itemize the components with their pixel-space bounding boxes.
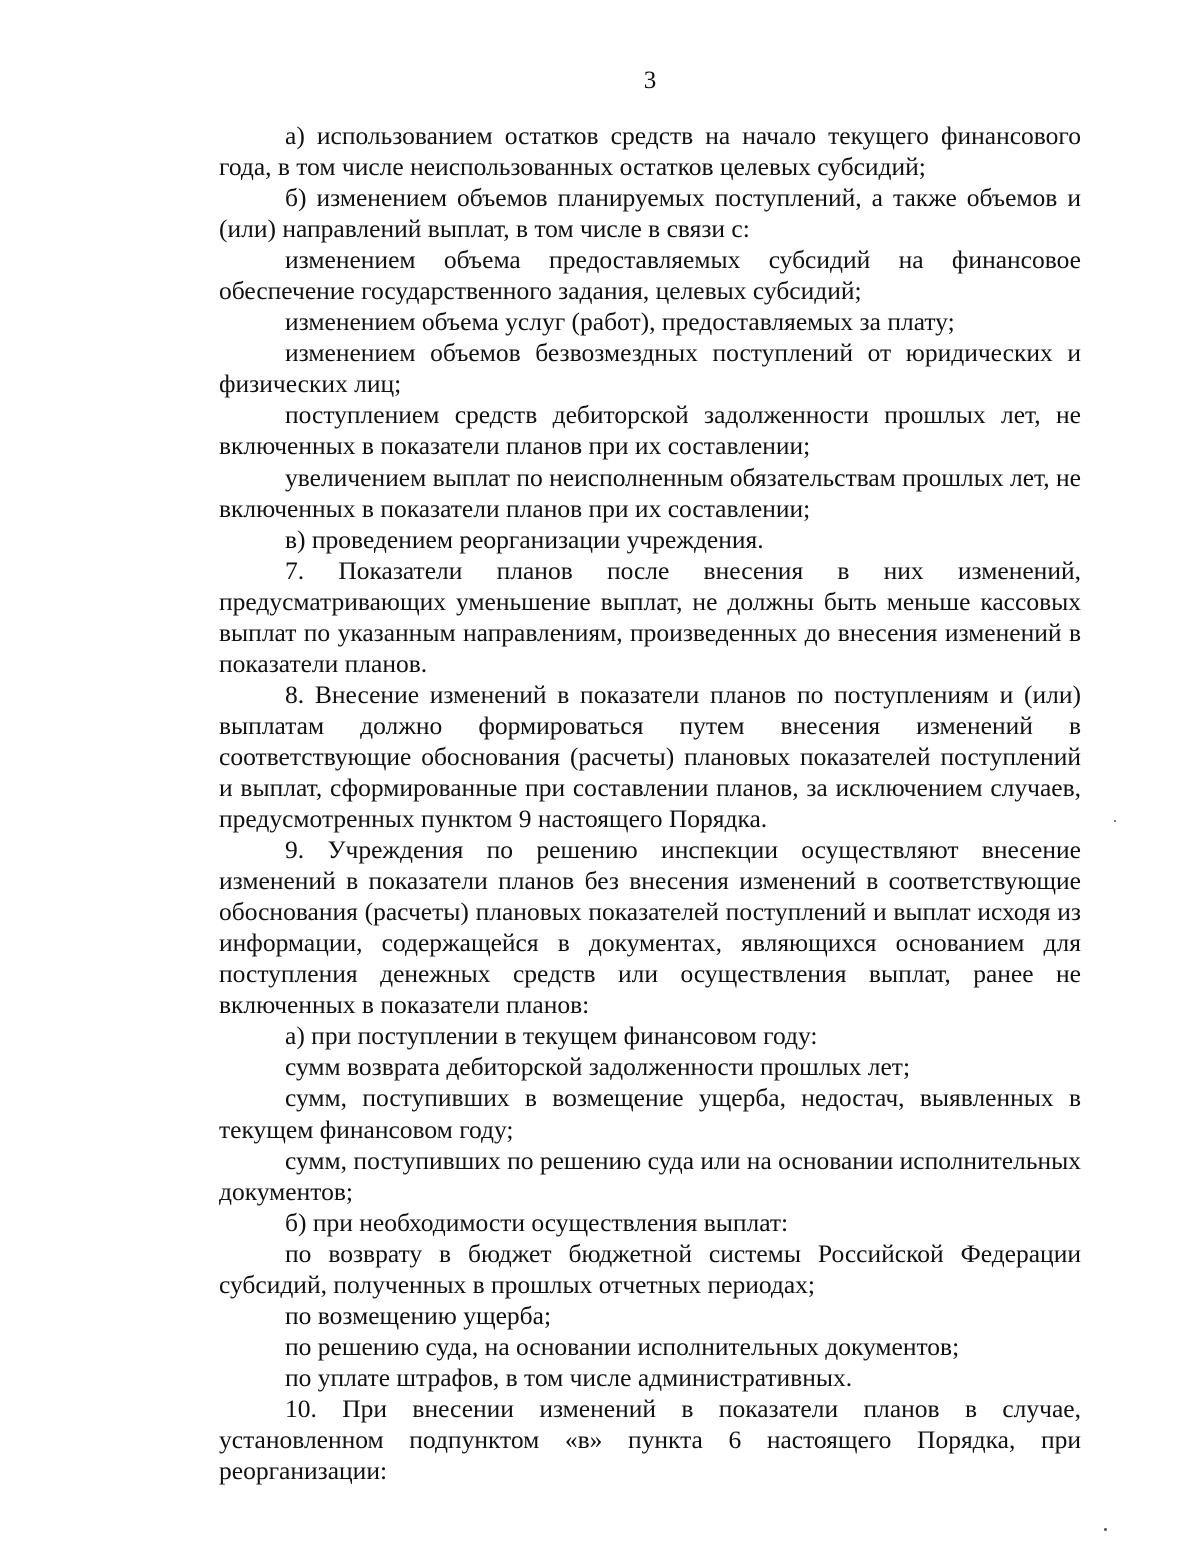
paragraph-8: 8. Внесение изменений в показатели планов по поступлениям и (или) выплатам должно формироваться путем внесения изменений в соответствующие обоснования (расчеты) плановых показателей поступлений и выплат, сформированные при составлении планов, за исключением случаев, предусмотренных пунктом 9 настоящего Порядка. xyxy=(219,679,1081,834)
paragraph-9b-item-1: по возврату в бюджет бюджетной системы Российской Федерации субсидий, полученных в прошлых отчетных периодах; xyxy=(219,1238,1081,1299)
paragraph-6b-item-2: изменением объема услуг (работ), предоставляемых за плату; xyxy=(285,307,955,337)
paragraph-10: 10. При внесении изменений в показатели планов в случае, установленном подпунктом «в» пункта 6 настоящего Порядка, при реорганизации: xyxy=(219,1393,1081,1486)
page-number: 3 xyxy=(643,67,657,94)
scan-speck xyxy=(1114,820,1116,822)
paragraph-7: 7. Показатели планов после внесения в них изменений, предусматривающих уменьшение выплат, не должны быть меньше кассовых выплат по указанным направлениям, произведенных до внесения изменений в показатели планов. xyxy=(219,555,1081,678)
paragraph-6b-item-5: увеличением выплат по неисполненным обязательствам прошлых лет, не включенных в показатели планов при их составлении; xyxy=(219,462,1081,523)
paragraph-6b-item-1: изменением объема предоставляемых субсидий на финансовое обеспечение государственного задания, целевых субсидий; xyxy=(219,245,1081,306)
paragraph-6c: в) проведением реорганизации учреждения. xyxy=(285,524,764,554)
paragraph-9b-item-3: по решению суда, на основании исполнительных документов; xyxy=(285,1331,960,1361)
paragraph-6b-item-4: поступлением средств дебиторской задолженности прошлых лет, не включенных в показатели планов при их составлении; xyxy=(219,400,1081,461)
paragraph-6b: б) изменением объемов планируемых поступлений, а также объемов и (или) направлений выплат, в том числе в связи с: xyxy=(219,183,1081,244)
paragraph-6a: а) использованием остатков средств на начало текущего финансового года, в том числе неиспользованных остатков целевых субсидий; xyxy=(219,121,1081,182)
scan-speck xyxy=(1104,1528,1107,1531)
paragraph-9a: а) при поступлении в текущем финансовом году: xyxy=(285,1021,818,1051)
paragraph-9: 9. Учреждения по решению инспекции осуществляют внесение изменений в показатели планов без внесения изменений в соответствующие обоснования (расчеты) плановых показателей поступлений и выплат исходя из информации, содержащейся в документах, являющихся основанием для поступления денежных средств или осуществления выплат, ранее не включенных в показатели планов: xyxy=(219,835,1081,1020)
paragraph-9a-item-1: сумм возврата дебиторской задолженности прошлых лет; xyxy=(285,1052,911,1082)
paragraph-9b-item-4: по уплате штрафов, в том числе административных. xyxy=(285,1362,853,1392)
paragraph-9a-item-2: сумм, поступивших в возмещение ущерба, недостач, выявленных в текущем финансовом году; xyxy=(219,1083,1081,1144)
document-body xyxy=(219,120,1081,1486)
paragraph-9b: б) при необходимости осуществления выплат: xyxy=(285,1207,789,1237)
paragraph-6b-item-3: изменением объемов безвозмездных поступлений от юридических и физических лиц; xyxy=(219,338,1081,399)
paragraph-9b-item-2: по возмещению ущерба; xyxy=(285,1300,552,1330)
paragraph-9a-item-3: сумм, поступивших по решению суда или на основании исполнительных документов; xyxy=(219,1145,1081,1206)
